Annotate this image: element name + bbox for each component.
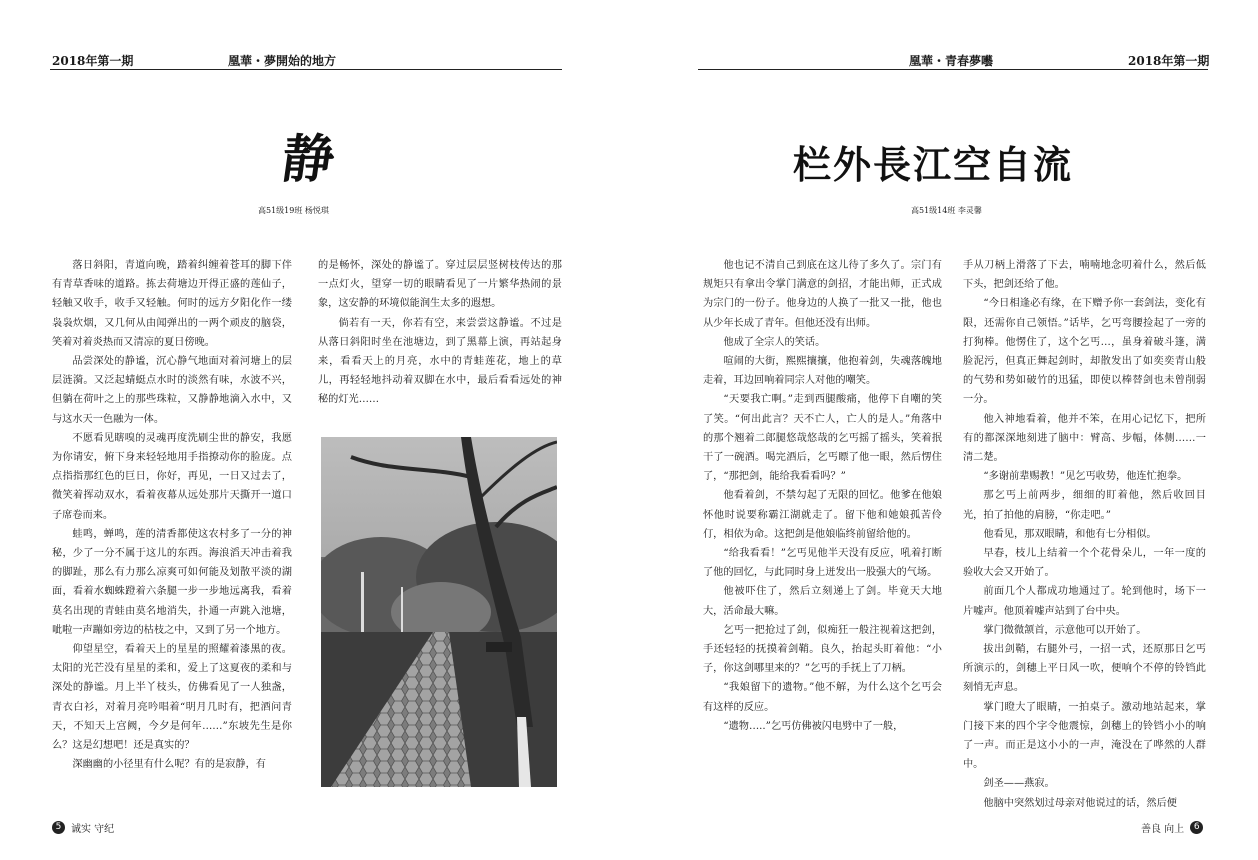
paragraph: 前面几个人都成功地通过了。轮到他时，场下一片嘘声。他顶着嘘声站到了台中央。 — [963, 586, 1206, 617]
paragraph: 蛙鸣，蝉鸣，莲的清香都使这农村多了一分的神秘，少了一分不属于这儿的东西。海浪滔天冲击着我的脚趾，那么有力那么凉爽可如何能及划散平淡的湖面，看着水蜘蛛蹬着六条腿一步一步地远离我，看着莫名出现的青蛙由莫名地消失，扑通一声跳入池塘，呲啦一声蹦如旁边的枯枝之中，又到了另一个地方。 — [52, 528, 292, 636]
article-column-2 — [318, 256, 562, 410]
paragraph: 乞丐一把抢过了剑，似痴狂一般注视着这把剑，手还轻轻的抚摸着剑鞘。良久，抬起头盯着他：“小子，你这剑哪里来的？”乞丐的手抚上了刀柄。 — [703, 624, 942, 675]
paragraph: 不愿看见瞎嗅的灵魂再度洗刷尘世的静安，我愿为你请安，俯下身来轻轻地用手指撩动你的脸庞。点点指指那红色的巨日，你好，再见，一日又过去了，微笑着挥动双水，看着夜幕从远处那片天撕开一道口子席卷而来。 — [52, 432, 292, 521]
article-byline: 高51级19班 杨悦琪 — [258, 206, 329, 215]
paragraph: 他被吓住了，然后立刻递上了剑。毕竟天大地大，活命最大嘛。 — [703, 586, 942, 617]
paragraph: 手从刀柄上滑落了下去，喃喃地念叨着什么，然后低下头，把剑还给了他。 — [963, 260, 1206, 291]
park-path-photo — [321, 437, 557, 787]
paragraph: 他看见，那双眼睛，和他有七分相似。 — [983, 528, 1157, 540]
paragraph: 他入神地看着，他并不笨，在用心记忆下，把所有的都深深地刻进了脑中：臂高、步幅，体侧……一清二楚。 — [963, 413, 1206, 464]
page-number: 6 — [1190, 821, 1203, 834]
paragraph: 早春，枝儿上结着一个个花骨朵儿，一年一度的验收大会又开始了。 — [963, 548, 1206, 579]
paragraph: “我娘留下的遗物。”他不解，为什么这个乞丐会有这样的反应。 — [703, 682, 942, 713]
article-title: 静 — [277, 129, 339, 190]
section-header: 凰華・青春夢囈 — [909, 54, 994, 68]
page-number: 5 — [52, 821, 65, 834]
paragraph: “今日相逢必有缘，在下赠予你一套剑法，变化有限，还需你自己领悟。”话毕，乞丐弯腰捡起了一旁的打狗棒。他愣住了，这个乞丐…，虽身着破斗篷，满脸泥污，但真正舞起剑时，却散发出了如奕奕青山般的气势和势如破竹的迅猛，即使以棒替剑也未曾削弱一分。 — [963, 298, 1206, 406]
paragraph: 掌门微微颔首，示意他可以开始了。 — [983, 624, 1147, 636]
paragraph: “给我看看！”乞丐见他半天没有反应，吼着打断了他的回忆，与此同时身上迸发出一股强大的气场。 — [703, 548, 942, 579]
paragraph: 他看着剑，不禁勾起了无限的回忆。他爹在他娘怀他时说要称霸江湖就走了。留下他和她娘孤苦伶仃，相依为命。这把剑是他娘临终前留给他的。 — [703, 490, 942, 540]
article-column-1 — [703, 256, 942, 736]
header-rule — [50, 69, 562, 70]
paragraph: 倘若有一天，你若有空，来尝尝这静谧。不过是从落日斜阳时坐在池塘边，到了黑幕上演，再站起身来，看看天上的月亮，水中的青蛙莲花，地上的草儿，再轻轻地抖动着双脚在水中，最后看看远处的神秘的灯光…… — [318, 317, 562, 406]
article-byline: 高51级14班 李灵馨 — [911, 206, 982, 215]
article-column-2 — [963, 256, 1206, 813]
paragraph: “天要我亡啊。”走到西腿酸痛，他停下自嘲的笑了笑。“何出此言？天不亡人，亡人的是人。”角落中的那个翘着二郎腿悠哉悠哉的乞丐摇了摇头，笑着抿干了一碗酒。喝完酒后，乞丐瞟了他一眼，然后愣住了，“那把剑，能给我看看吗？” — [703, 394, 942, 483]
footer-motto: 诚实 守纪 — [71, 824, 115, 835]
paragraph: 喧闹的大街，熙熙攘攘，他抱着剑，失魂落魄地走着，耳边回响着同宗人对他的嘲笑。 — [703, 356, 942, 387]
paragraph: 拔出剑鞘，右腿外弓，一招一式，还原那日乞丐所演示的，剑穗上平日风一吹，便响个不停的铃铛此刻悄无声息。 — [963, 644, 1206, 694]
paragraph: 品尝深处的静谧，沉心静气地面对着河塘上的层层涟漪。又泛起蜻蜓点水时的淡然有味，水波不兴，但躺在荷叶之上的那些珠粒，又静静地滴入水中，又与这水天一色融为一体。 — [52, 356, 292, 425]
article-column-1 — [52, 256, 292, 774]
paragraph: 掌门瞪大了眼睛，一拍桌子。激动地站起来，掌门接下来的四个字令他震惊，剑穗上的铃铛小小的响了一声。而正是这小小的一声，淹没在了哗然的人群中。 — [963, 701, 1206, 771]
paragraph: “多谢前辈赐教！”见乞丐收势，他连忙抱拳。 — [983, 471, 1188, 483]
paragraph: 剑圣——燕寂。 — [983, 778, 1055, 790]
page-footer — [1141, 820, 1203, 835]
paragraph: 他也记不清自己到底在这儿待了多久了。宗门有规矩只有拿出令掌门满意的剑招，才能出师，正式成为宗门的一份子。他身边的人换了一批又一批，他也从少年长成了青年。但他还没有出师。 — [703, 260, 942, 329]
paragraph: 他成了全宗人的笑话。 — [723, 336, 826, 348]
paragraph: “遗物…..”乞丐仿佛被闪电劈中了一般， — [723, 720, 904, 732]
paragraph: 的是畅怀，深处的静谧了。穿过层层竖树枝传达的那一点灯火，望穿一切的眼睛看见了一片繁华热闹的景象，这安静的环境似能润生太多的遐想。 — [318, 260, 562, 310]
page-footer — [52, 820, 114, 835]
article-title: 栏外長江空自流 — [793, 142, 1074, 187]
paragraph: 落日斜阳，青道向晚，踏着纠缠着苍耳的脚下伴有青草香味的道路。拣去荷塘边开得正盛的莲仙子，轻触又收手，收手又轻触。何时的远方夕阳化作一缕袅袅炊烟，又几何从由闻弹出的一两个顽皮的脑袋，笑着对着炎热而又清凉的夏日傍晚。 — [52, 260, 292, 348]
paragraph: 他脑中突然划过母亲对他说过的话，然后便 — [983, 797, 1177, 809]
paragraph: 仰望星空，看着天上的星星的照耀着漆黑的夜。太阳的光芒没有星星的柔和，爱上了这夏夜的柔和与深处的静谧。月上半丫枝头，仿佛看见了一人独盏，青衣白衫，对着月亮吟唱着“明月几时有，把酒问青天，不知天上宫阙，今夕是何年……”东坡先生是你么？这是幻想吧！还是真实的？ — [52, 644, 292, 752]
paragraph: 那乞丐上前两步，细细的盯着他，然后收回目光，拍了拍他的肩膀，“你走吧。” — [963, 490, 1206, 521]
issue-label: 2018年第一期 — [52, 54, 134, 68]
paragraph: 深幽幽的小径里有什么呢？有的是寂静，有 — [72, 759, 266, 771]
section-header: 凰華・夢開始的地方 — [228, 54, 337, 68]
right-page — [629, 0, 1258, 860]
header-rule — [698, 69, 1208, 70]
footer-motto: 善良 向上 — [1141, 824, 1185, 835]
issue-label: 2018年第一期 — [1128, 54, 1210, 68]
